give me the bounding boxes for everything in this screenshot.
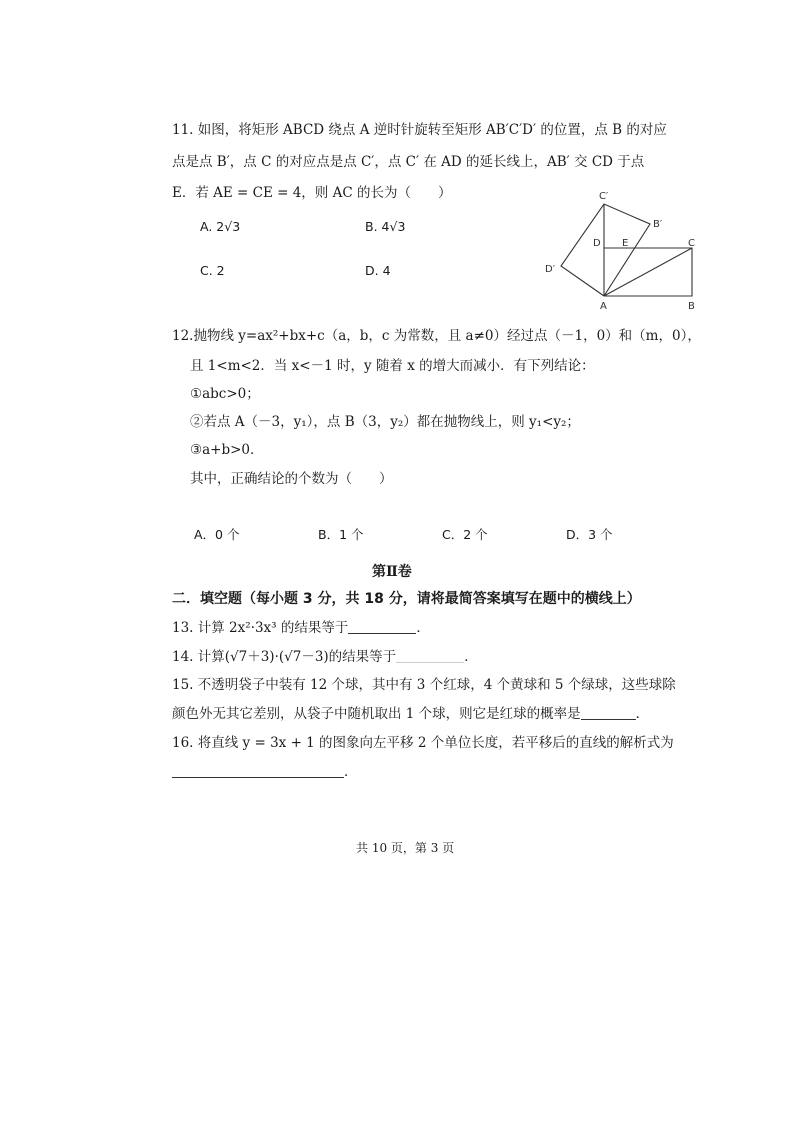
q11-option-b: B. 4√3	[365, 219, 406, 234]
section-title: 第Ⅱ卷	[372, 564, 412, 580]
label-e: E	[622, 238, 629, 249]
q16-line2	[172, 762, 358, 782]
q15-line2	[172, 704, 649, 724]
q16-line1: 16. 将直线 y = 3x + 1 的图象向左平移 2 个单位长度，若平移后的直线的解析式为	[172, 735, 674, 751]
q11-option-c: C. 2	[200, 263, 225, 278]
fill-in-heading: 二．填空题（每小题 3 分，共 18 分，请将最简答案填写在题中的横线上）	[172, 591, 641, 607]
label-b-prime: B′	[653, 219, 663, 230]
q13-answer-blank[interactable]	[348, 621, 416, 634]
q12-option-a: A．0 个	[194, 527, 240, 542]
q12-option-b: B．1 个	[318, 527, 364, 542]
q13-text: 13. 计算 2x²·3x³ 的结果等于	[172, 620, 349, 636]
rectangle-rotation-figure	[535, 186, 715, 316]
q14-text: 14. 计算(√7＋3)·(√7－3)的结果等于	[172, 649, 397, 665]
q11-option-d: D. 4	[365, 263, 391, 278]
label-d: D	[593, 238, 601, 249]
rectangle-ab-prime-c-prime-d-prime	[561, 204, 650, 296]
q11-line3: E．若 AE = CE = 4，则 AC 的长为（ ）	[172, 185, 452, 201]
label-a: A	[600, 301, 607, 312]
q12-item3: ③a+b>0．	[190, 442, 264, 458]
q12-item2: ②若点 A（－3，y₁），点 B（3，y₂）都在抛物线上，则 y₁<y₂；	[190, 414, 580, 430]
label-b: B	[688, 301, 695, 312]
q16-suffix: ．	[344, 764, 358, 780]
diagonal-ac	[604, 248, 692, 296]
q12-option-d: D．3 个	[566, 527, 613, 542]
q16-answer-blank[interactable]	[172, 765, 344, 778]
q12-question: 其中，正确结论的个数为（ ）	[190, 471, 393, 487]
q12-line2: 且 1<m<2．当 x<－1 时，y 随着 x 的增大而减小．有下列结论：	[190, 358, 595, 374]
q14	[172, 647, 478, 667]
q12-option-c: C．2 个	[442, 527, 488, 542]
q15-text: 颜色外无其它差别，从袋子中随机取出 1 个球，则它是红球的概率是	[172, 706, 581, 722]
q11-option-a: A. 2√3	[200, 219, 241, 234]
q15-suffix: ．	[635, 706, 650, 722]
label-d-prime: D′	[545, 264, 555, 275]
label-c: C	[688, 238, 695, 249]
page-footer: 共 10 页，第 3 页	[356, 841, 455, 855]
q15-answer-blank[interactable]	[581, 707, 636, 720]
label-c-prime: C′	[599, 191, 609, 202]
q12-item1: ①abc>0；	[190, 386, 260, 402]
q15-line1: 15. 不透明袋子中装有 12 个球，其中有 3 个红球，4 个黄球和 5 个绿球，这些球除	[172, 677, 676, 693]
q13	[172, 618, 430, 638]
q12-line1: 12.抛物线 y=ax²+bx+c（a，b，c 为常数，且 a≠0）经过点（－1，0）和（m，0），	[172, 328, 701, 344]
q14-suffix: ．	[464, 649, 478, 665]
q14-answer-blank[interactable]	[396, 650, 464, 663]
q11-line1: 11. 如图，将矩形 ABCD 绕点 A 逆时针旋转至矩形 AB′C′D′ 的位置，点 B 的对应	[172, 122, 667, 138]
q11-line2: 点是点 B′，点 C 的对应点是点 C′，点 C′ 在 AD 的延长线上，AB′ 交 CD 于点	[172, 154, 645, 170]
q13-suffix: ．	[416, 620, 430, 636]
